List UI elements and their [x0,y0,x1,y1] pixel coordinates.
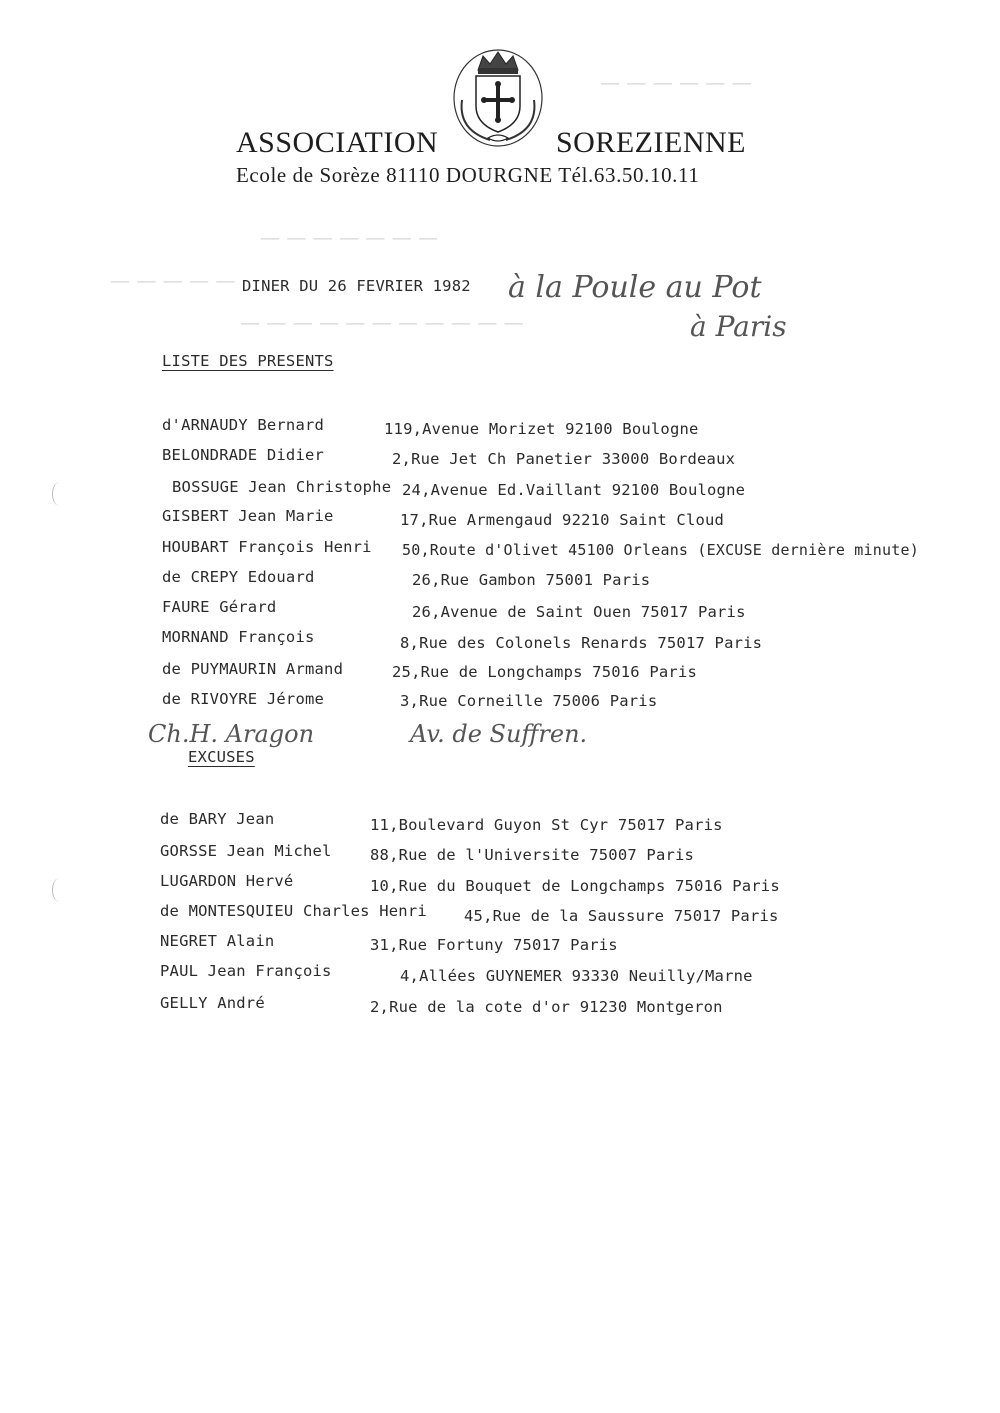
excused-list-heading: EXCUSES [188,748,255,766]
excused-name: PAUL Jean François [160,962,332,980]
association-title-right: SOREZIENNE [556,126,746,159]
present-name: BELONDRADE Didier [162,446,325,464]
excused-address: 4,Allées GUYNEMER 93330 Neuilly/Marne [400,967,753,985]
present-address: 24,Avenue Ed.Vaillant 92100 Boulogne [402,481,746,499]
present-address: 17,Rue Armengaud 92210 Saint Cloud [400,511,725,529]
present-address: 8,Rue des Colonels Renards 75017 Paris [400,634,763,652]
excused-name: de BARY Jean [160,810,275,828]
bleed-through-text: — — — — — [110,268,236,292]
excused-address: 10,Rue du Bouquet de Longchamps 75016 Paris [370,877,780,895]
present-name: FAURE Gérard [162,598,277,616]
handwritten-attendee-address: Av. de Suffren. [410,720,588,748]
present-name: de CREPY Edouard [162,568,315,586]
present-list-heading: LISTE DES PRESENTS [162,352,334,370]
excused-address: 88,Rue de l'Universite 75007 Paris [370,846,695,864]
present-address: 26,Avenue de Saint Ouen 75017 Paris [412,603,746,621]
bleed-through-text: — — — — — — [600,70,752,94]
binding-mark [52,482,67,506]
excused-address: 11,Boulevard Guyon St Cyr 75017 Paris [370,816,723,834]
handwritten-city: à Paris [690,310,787,343]
present-name: HOUBART François Henri [162,538,372,556]
excused-address: 31,Rue Fortuny 75017 Paris [370,936,618,954]
excused-name: de MONTESQUIEU Charles Henri [160,902,427,920]
present-address: 2,Rue Jet Ch Panetier 33000 Bordeaux [392,450,736,468]
present-name: GISBERT Jean Marie [162,507,334,525]
present-address: 3,Rue Corneille 75006 Paris [400,692,658,710]
excused-address: 45,Rue de la Saussure 75017 Paris [464,907,779,925]
excused-name: NEGRET Alain [160,932,275,950]
event-title: DINER DU 26 FEVRIER 1982 [242,277,471,295]
excused-name: LUGARDON Hervé [160,872,294,890]
excused-address: 2,Rue de la cote d'or 91230 Montgeron [370,998,723,1016]
handwritten-attendee-name: Ch.H. Aragon [148,720,315,748]
binding-mark [52,878,67,902]
handwritten-venue: à la Poule au Pot [508,270,762,305]
excused-name: GORSSE Jean Michel [160,842,332,860]
coat-of-arms-crest-icon [448,40,548,150]
present-address: 119,Avenue Morizet 92100 Boulogne [384,420,699,438]
present-address: 50,Route d'Olivet 45100 Orleans (EXCUSE dernière minute) [402,541,919,559]
present-address: 26,Rue Gambon 75001 Paris [412,571,651,589]
present-name: de PUYMAURIN Armand [162,660,344,678]
present-address: 25,Rue de Longchamps 75016 Paris [392,663,698,681]
bleed-through-text: — — — — — — — [260,225,439,249]
present-name: de RIVOYRE Jérome [162,690,325,708]
association-title-left: ASSOCIATION [236,126,439,159]
present-name: BOSSUGE Jean Christophe [172,478,392,496]
association-address: Ecole de Sorèze 81110 DOURGNE Tél.63.50.10.11 [236,163,700,187]
present-name: MORNAND François [162,628,315,646]
bleed-through-text: — — — — — — — — — — — [240,310,524,334]
excused-name: GELLY André [160,994,265,1012]
present-name: d'ARNAUDY Bernard [162,416,325,434]
